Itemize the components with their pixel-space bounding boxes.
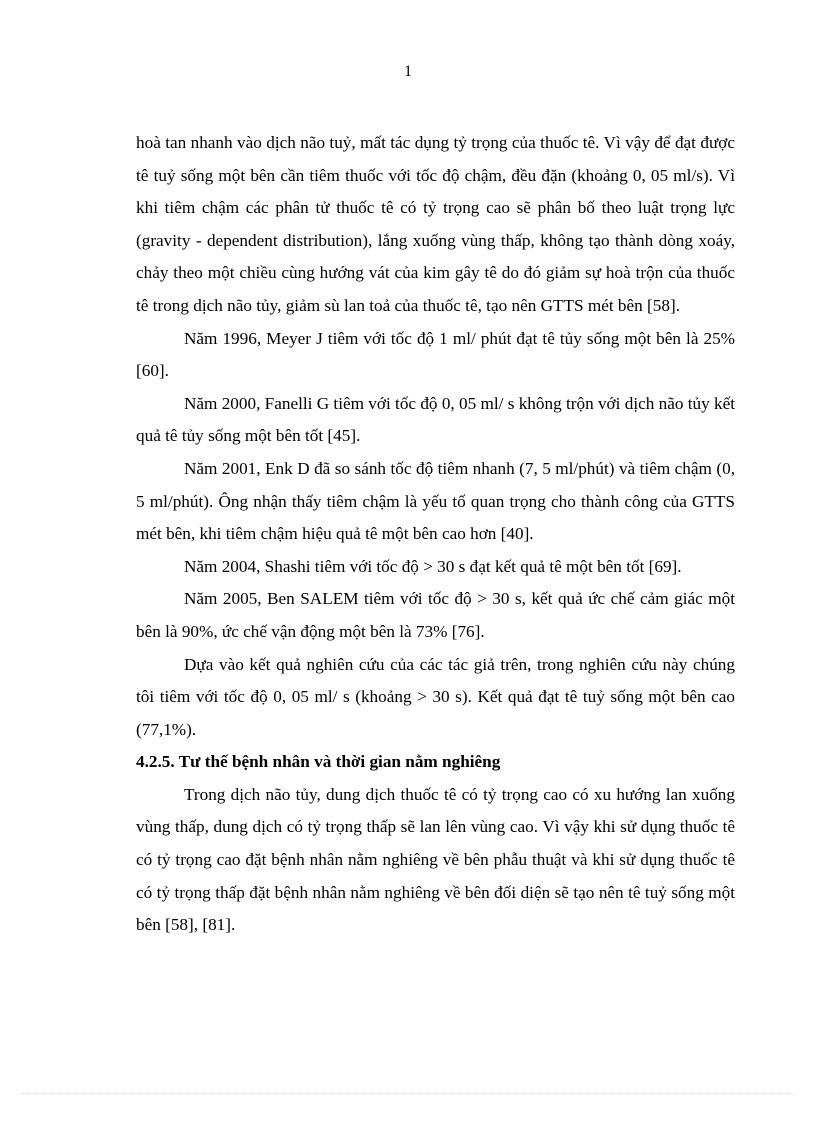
paragraph-summary: Dựa vào kết quả nghiên cứu của các tác giả trên, trong nghiên cứu này chúng tôi tiêm với tốc độ 0, 05 ml/ s (khoảng > 30 s). Kết quả đạt tê tuỷ sống một bên cao (77,1%). [136,654,735,739]
section-heading: 4.2.5. Tư thế bệnh nhân và thời gian nằm nghiêng [136,752,501,772]
paragraph-shashi-2004: Năm 2004, Shashi tiêm với tốc độ > 30 s đạt kết quả tê một bên tốt [69]. [184,556,682,576]
paragraph-meyer-1996: Năm 1996, Meyer J tiêm với tốc độ 1 ml/ phút đạt tê tủy sống một bên là 25% [60]. [136,328,735,381]
paragraph-continuation: hoà tan nhanh vào dịch não tuỷ, mất tác dụng tỷ trọng của thuốc tê. Vì vậy để đạt được tê tuỷ sống một bên cần tiêm thuốc với tốc độ chậm, đều đặn (khoảng 0, 05 ml/s). Vì khi tiêm chậm các phân tử thuốc tê có tỷ trọng cao sẽ phân bố theo luật trọng lực (gravity - dependent distribution), lắng xuống vùng thấp, không tạo thành dòng xoáy, chảy theo một chiều cùng hướng vát của kim gây tê do đó giảm sự hoà trộn của thuốc tê trong dịch não tủy, giảm sù lan toả của thuốc tê, tạo nên GTTS mét bên [58]. [136,133,735,315]
section-paragraph: Trong dịch não tủy, dung dịch thuốc tê có tỷ trọng cao có xu hướng lan xuống vùng thấp, dung dịch có tỷ trọng thấp sẽ lan lên vùng cao. Vì vậy khi sử dụng thuốc tê có tỷ trọng cao đặt bệnh nhân nằm nghiêng về bên phẫu thuật và khi sử dụng thuốc tê có tỷ trọng thấp đặt bệnh nhân nằm nghiêng về bên đối diện sẽ tạo nên tê tuỷ sống một bên [58], [81]. [136,784,735,935]
page-content [136,127,735,942]
paragraph-fanelli-2000: Năm 2000, Fanelli G tiêm với tốc độ 0, 05 ml/ s không trộn với dịch não tủy kết quả tê tủy sống một bên tốt [45]. [136,393,735,446]
paragraph-salem-2005: Năm 2005, Ben SALEM tiêm với tốc độ > 30 s, kết quả ức chế cảm giác một bên là 90%, ức chế vận động một bên là 73% [76]. [136,589,735,641]
page-number: 1 [404,63,412,80]
page-bottom-divider [22,1093,794,1094]
paragraph-enk-2001: Năm 2001, Enk D đã so sánh tốc độ tiêm nhanh (7, 5 ml/phút) và tiêm chậm (0, 5 ml/phút). Ông nhận thấy tiêm chậm là yếu tố quan trọng cho thành công của GTTS mét bên, khi tiêm chậm hiệu quả tê một bên cao hơn [40]. [136,458,735,544]
